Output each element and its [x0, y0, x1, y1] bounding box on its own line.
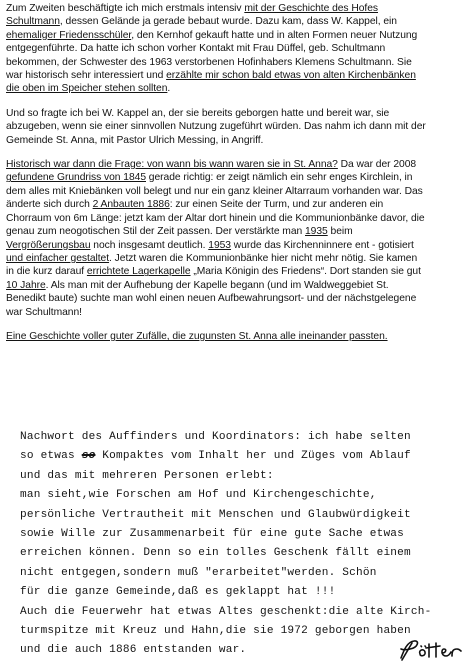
text-line: Nachwort des Auffinders und Koordinators: ich habe selten — [20, 431, 411, 443]
text-line — [6, 171, 464, 184]
underlined-text: gefundene Grundriss von 1845 — [6, 172, 146, 184]
text-line — [6, 252, 464, 265]
text-line: erreichen können. Denn so ein tolles Geschenk fällt einem — [20, 547, 411, 560]
text-line — [6, 29, 464, 42]
underlined-text: 1935 — [305, 226, 328, 238]
text-line: sowie Wille zur Zusammenarbeit für eine gute Sache etwas — [20, 528, 405, 541]
text: wurde das Kirchenninnere ent - gotisiert — [230, 239, 414, 251]
text-line — [6, 158, 464, 171]
text-line: man sieht,wie Forschen am Hof und Kirchengeschichte, — [20, 489, 377, 502]
text: . — [167, 83, 171, 95]
text-line — [20, 447, 466, 466]
text-line: nicht entgegen,sondern muß "erarbeitet"werden. Schön — [20, 566, 377, 579]
text: beim — [327, 226, 353, 238]
text-line: und das mit mehreren Personen erlebt: — [20, 469, 274, 482]
text-line: abzugeben, wenn sie einer sinnvollen Nutzung zugeführt würden. Das nahm ich dann mit der — [6, 121, 426, 133]
text: genau zum neogotischen Stil der Zeit passen. Der verstärkte man — [6, 226, 305, 238]
text-line — [6, 198, 464, 211]
text: . Jetzt waren die Kommunionbänke hier nicht mehr nötig. Sie kamen — [109, 252, 418, 264]
text: so etwas — [20, 450, 82, 463]
text-line: dem alles mit Kniebänken voll belegt und nur ein ganz kleiner Altarraum vorhanden war. Das — [6, 185, 423, 197]
typed-text-block — [6, 2, 464, 354]
underlined-text: Historisch war dann die Frage: von wann bis wann waren sie in St. Anna? — [6, 159, 338, 171]
paragraph-hof-schultmann — [6, 2, 464, 96]
paragraph-historie — [6, 158, 464, 319]
underlined-text: 1953 — [208, 239, 231, 251]
text-line — [6, 15, 464, 28]
underlined-text: die oben im Speicher stehen sollten — [6, 83, 168, 95]
underlined-text: Vergrößerungsbau — [6, 239, 91, 251]
underlined-text: ehemaliger Friedensschüler — [6, 29, 132, 41]
underlined-text: Schultmann — [6, 16, 60, 28]
text-line: Auch die Feuerwehr hat etwas Altes geschenkt:die alte Kirch- — [20, 605, 432, 618]
text: gerade richtig: er zeigt nämlich ein sehr enges Kirchlein, in — [146, 172, 413, 184]
text: war historisch sehr interessiert und — [6, 70, 167, 82]
text-line — [6, 265, 464, 278]
text-line: war Schultmann! — [6, 306, 82, 318]
text: Da war der 2008 — [337, 159, 417, 171]
underlined-text: erzählte mir schon bald etwas von alten Kirchenbänken — [166, 70, 416, 82]
text-line: bekommen, der Schwester des 1963 verstorbenen Hofinhabers Klemens Schultmann. Sie — [6, 56, 412, 68]
paragraph-kappel — [6, 107, 464, 147]
text-line: Gemeinde St. Anna, mit Pastor Ulrich Messing, in Angriff. — [6, 134, 264, 146]
struck-out-text: so — [81, 450, 96, 463]
text-line — [6, 82, 464, 95]
text: , den Kernhof gekauft hatte und in alten Formen neuer Nutzung — [131, 29, 418, 41]
text-line: entgegenführte. Da hatte ich schon vorher Kontakt mit Frau Düffel, geb. Schultmann — [6, 43, 386, 55]
underlined-text: errichtete Lagerkapelle — [86, 266, 191, 278]
text: Kompaktes vom Inhalt her und Züges vom Ablauf — [95, 450, 411, 463]
text-line: Chorraum von 6m Länge: jetzt kam der Altar dort hinein und die Kommunionbänke davor, die — [6, 212, 425, 224]
text-line — [6, 69, 464, 82]
text-line — [6, 225, 464, 238]
text-line: Benedikt baute) suchte man wohl einen neuen Aufbewahrungsort- und der nächstgelegene — [6, 293, 417, 305]
paragraph-fazit — [6, 330, 464, 343]
typewriter-afterword — [20, 428, 466, 661]
underlined-text: und einfacher gestaltet — [6, 252, 110, 264]
text-line: für die ganze Gemeinde,daß es geklappt hat !!! — [20, 586, 336, 599]
underlined-text: 2 Anbauten 1886 — [92, 199, 170, 211]
handwritten-signature — [398, 638, 464, 662]
text: in die kurz darauf — [6, 266, 87, 278]
text: „Maria Königin des Friedens“. Dort standen sie gut — [190, 266, 421, 278]
text: änderte sich durch — [6, 199, 93, 211]
text-line — [6, 279, 464, 292]
text-line: turmspitze mit Kreuz und Hahn,die sie 1972 geborgen haben — [20, 625, 411, 638]
text-line — [6, 239, 464, 252]
text: , dessen Gelände ja gerade bebaut wurde. Dazu kam, dass W. Kappel, ein — [59, 16, 397, 28]
text-line — [6, 2, 464, 15]
text: Zum Zweiten beschäftigte ich mich erstmals intensiv — [6, 3, 245, 14]
underlined-text: Eine Geschichte voller guter Zufälle, die zugunsten St. Anna alle ineinander passten. — [6, 330, 388, 342]
underlined-text: mit der Geschichte des Hofes — [244, 3, 378, 14]
text-line: persönliche Vertrautheit mit Menschen und Glaubwürdigkeit — [20, 508, 411, 521]
text: . Als man mit der Aufhebung der Kapelle begann (und im Waldweggebiet St. — [45, 279, 389, 291]
underlined-text: 10 Jahre — [6, 279, 46, 291]
text-line: Und so fragte ich bei W. Kappel an, der sie bereits geborgen hatte und bereit war, sie — [6, 107, 390, 119]
text: : zur einen Seite der Turm, und zur anderen ein — [169, 199, 384, 211]
text: noch insgesamt deutlich. — [90, 239, 209, 251]
text-line: und die auch 1886 entstanden war. — [20, 644, 247, 657]
